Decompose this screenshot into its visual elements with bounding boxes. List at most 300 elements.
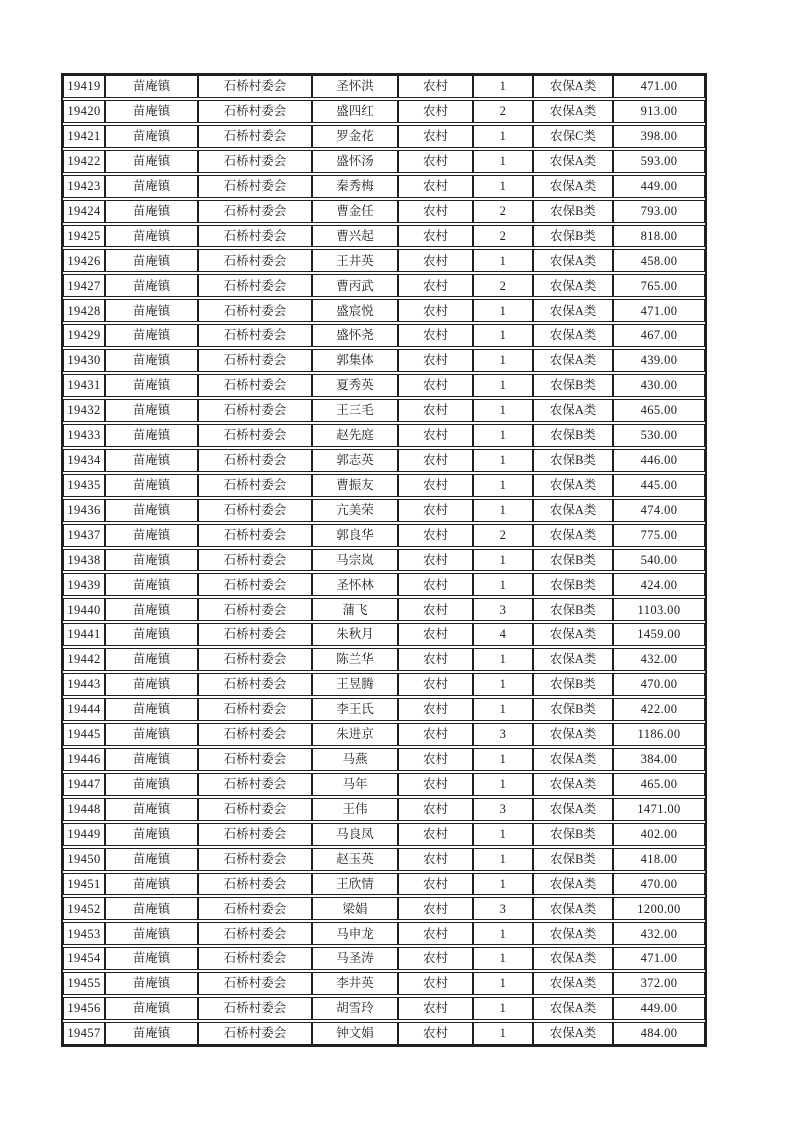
cell-person-name: 圣怀洪 bbox=[312, 75, 398, 98]
cell-record-id: 19441 bbox=[63, 623, 105, 646]
table-row bbox=[63, 374, 705, 397]
cell-person-name: 朱秋月 bbox=[312, 623, 398, 646]
cell-town: 苗庵镇 bbox=[105, 798, 198, 821]
cell-residence-type: 农村 bbox=[398, 349, 473, 372]
cell-person-count: 3 bbox=[473, 897, 533, 920]
table-row bbox=[63, 274, 705, 297]
cell-amount: 775.00 bbox=[613, 524, 705, 547]
cell-insurance-category: 农保A类 bbox=[533, 748, 613, 771]
cell-record-id: 19432 bbox=[63, 399, 105, 422]
cell-person-count: 3 bbox=[473, 798, 533, 821]
cell-person-name: 罗金花 bbox=[312, 125, 398, 148]
cell-record-id: 19447 bbox=[63, 773, 105, 796]
table-row bbox=[63, 673, 705, 696]
cell-person-count: 1 bbox=[473, 125, 533, 148]
cell-record-id: 19435 bbox=[63, 474, 105, 497]
cell-town: 苗庵镇 bbox=[105, 848, 198, 871]
cell-insurance-category: 农保A类 bbox=[533, 499, 613, 522]
cell-record-id: 19428 bbox=[63, 299, 105, 322]
cell-insurance-category: 农保A类 bbox=[533, 648, 613, 671]
cell-person-name: 圣怀林 bbox=[312, 573, 398, 596]
cell-village-committee: 石桥村委会 bbox=[198, 374, 312, 397]
cell-insurance-category: 农保B类 bbox=[533, 424, 613, 447]
cell-insurance-category: 农保A类 bbox=[533, 399, 613, 422]
cell-person-name: 马年 bbox=[312, 773, 398, 796]
cell-insurance-category: 农保A类 bbox=[533, 75, 613, 98]
cell-village-committee: 石桥村委会 bbox=[198, 125, 312, 148]
cell-village-committee: 石桥村委会 bbox=[198, 823, 312, 846]
cell-town: 苗庵镇 bbox=[105, 997, 198, 1020]
cell-record-id: 19455 bbox=[63, 972, 105, 995]
cell-insurance-category: 农保A类 bbox=[533, 349, 613, 372]
cell-village-committee: 石桥村委会 bbox=[198, 798, 312, 821]
cell-residence-type: 农村 bbox=[398, 549, 473, 572]
cell-record-id: 19438 bbox=[63, 549, 105, 572]
cell-person-name: 盛怀尧 bbox=[312, 324, 398, 347]
cell-person-count: 2 bbox=[473, 200, 533, 223]
cell-residence-type: 农村 bbox=[398, 1022, 473, 1045]
cell-village-committee: 石桥村委会 bbox=[198, 623, 312, 646]
cell-record-id: 19431 bbox=[63, 374, 105, 397]
cell-village-committee: 石桥村委会 bbox=[198, 947, 312, 970]
table-row bbox=[63, 499, 705, 522]
cell-person-name: 胡雪玲 bbox=[312, 997, 398, 1020]
table-row bbox=[63, 698, 705, 721]
cell-town: 苗庵镇 bbox=[105, 947, 198, 970]
cell-residence-type: 农村 bbox=[398, 225, 473, 248]
cell-residence-type: 农村 bbox=[398, 823, 473, 846]
cell-amount: 418.00 bbox=[613, 848, 705, 871]
cell-town: 苗庵镇 bbox=[105, 175, 198, 198]
cell-record-id: 19434 bbox=[63, 449, 105, 472]
cell-insurance-category: 农保A类 bbox=[533, 150, 613, 173]
cell-record-id: 19454 bbox=[63, 947, 105, 970]
cell-person-name: 郭良华 bbox=[312, 524, 398, 547]
cell-amount: 424.00 bbox=[613, 573, 705, 596]
cell-village-committee: 石桥村委会 bbox=[198, 848, 312, 871]
cell-residence-type: 农村 bbox=[398, 200, 473, 223]
cell-amount: 449.00 bbox=[613, 997, 705, 1020]
cell-record-id: 19424 bbox=[63, 200, 105, 223]
cell-record-id: 19444 bbox=[63, 698, 105, 721]
cell-person-name: 马燕 bbox=[312, 748, 398, 771]
table-row bbox=[63, 349, 705, 372]
cell-insurance-category: 农保A类 bbox=[533, 922, 613, 945]
cell-insurance-category: 农保A类 bbox=[533, 249, 613, 272]
cell-village-committee: 石桥村委会 bbox=[198, 424, 312, 447]
cell-town: 苗庵镇 bbox=[105, 349, 198, 372]
table-row bbox=[63, 848, 705, 871]
cell-village-committee: 石桥村委会 bbox=[198, 449, 312, 472]
cell-residence-type: 农村 bbox=[398, 748, 473, 771]
cell-amount: 470.00 bbox=[613, 873, 705, 896]
cell-insurance-category: 农保B类 bbox=[533, 598, 613, 621]
cell-residence-type: 农村 bbox=[398, 798, 473, 821]
cell-record-id: 19425 bbox=[63, 225, 105, 248]
cell-village-committee: 石桥村委会 bbox=[198, 474, 312, 497]
cell-record-id: 19452 bbox=[63, 897, 105, 920]
cell-residence-type: 农村 bbox=[398, 673, 473, 696]
cell-insurance-category: 农保A类 bbox=[533, 474, 613, 497]
table-row bbox=[63, 125, 705, 148]
cell-person-name: 马宗岚 bbox=[312, 549, 398, 572]
cell-person-name: 王伟 bbox=[312, 798, 398, 821]
cell-town: 苗庵镇 bbox=[105, 225, 198, 248]
cell-amount: 432.00 bbox=[613, 922, 705, 945]
cell-amount: 471.00 bbox=[613, 299, 705, 322]
cell-amount: 530.00 bbox=[613, 424, 705, 447]
cell-amount: 470.00 bbox=[613, 673, 705, 696]
cell-village-committee: 石桥村委会 bbox=[198, 249, 312, 272]
cell-village-committee: 石桥村委会 bbox=[198, 150, 312, 173]
cell-village-committee: 石桥村委会 bbox=[198, 225, 312, 248]
table-row bbox=[63, 922, 705, 945]
cell-village-committee: 石桥村委会 bbox=[198, 648, 312, 671]
cell-town: 苗庵镇 bbox=[105, 598, 198, 621]
cell-amount: 467.00 bbox=[613, 324, 705, 347]
cell-amount: 1200.00 bbox=[613, 897, 705, 920]
cell-amount: 484.00 bbox=[613, 1022, 705, 1045]
cell-village-committee: 石桥村委会 bbox=[198, 274, 312, 297]
cell-residence-type: 农村 bbox=[398, 100, 473, 123]
cell-record-id: 19450 bbox=[63, 848, 105, 871]
cell-amount: 471.00 bbox=[613, 75, 705, 98]
cell-residence-type: 农村 bbox=[398, 573, 473, 596]
cell-town: 苗庵镇 bbox=[105, 374, 198, 397]
cell-person-name: 郭集体 bbox=[312, 349, 398, 372]
cell-person-name: 秦秀梅 bbox=[312, 175, 398, 198]
cell-insurance-category: 农保B类 bbox=[533, 374, 613, 397]
cell-person-name: 蒲飞 bbox=[312, 598, 398, 621]
cell-town: 苗庵镇 bbox=[105, 648, 198, 671]
cell-insurance-category: 农保A类 bbox=[533, 972, 613, 995]
cell-town: 苗庵镇 bbox=[105, 399, 198, 422]
cell-residence-type: 农村 bbox=[398, 648, 473, 671]
cell-amount: 593.00 bbox=[613, 150, 705, 173]
cell-person-count: 1 bbox=[473, 648, 533, 671]
cell-insurance-category: 农保B类 bbox=[533, 449, 613, 472]
cell-residence-type: 农村 bbox=[398, 499, 473, 522]
cell-person-name: 盛怀汤 bbox=[312, 150, 398, 173]
cell-person-count: 1 bbox=[473, 150, 533, 173]
cell-town: 苗庵镇 bbox=[105, 623, 198, 646]
cell-person-name: 盛宸悦 bbox=[312, 299, 398, 322]
cell-residence-type: 农村 bbox=[398, 524, 473, 547]
cell-record-id: 19453 bbox=[63, 922, 105, 945]
cell-insurance-category: 农保B类 bbox=[533, 225, 613, 248]
table-row bbox=[63, 997, 705, 1020]
cell-person-count: 2 bbox=[473, 524, 533, 547]
table-row bbox=[63, 972, 705, 995]
cell-residence-type: 农村 bbox=[398, 997, 473, 1020]
cell-town: 苗庵镇 bbox=[105, 549, 198, 572]
cell-village-committee: 石桥村委会 bbox=[198, 175, 312, 198]
cell-person-count: 1 bbox=[473, 823, 533, 846]
cell-person-count: 1 bbox=[473, 399, 533, 422]
cell-village-committee: 石桥村委会 bbox=[198, 748, 312, 771]
cell-person-count: 1 bbox=[473, 324, 533, 347]
cell-record-id: 19436 bbox=[63, 499, 105, 522]
cell-record-id: 19421 bbox=[63, 125, 105, 148]
cell-residence-type: 农村 bbox=[398, 449, 473, 472]
cell-insurance-category: 农保A类 bbox=[533, 773, 613, 796]
cell-residence-type: 农村 bbox=[398, 399, 473, 422]
cell-insurance-category: 农保A类 bbox=[533, 100, 613, 123]
cell-person-name: 盛四红 bbox=[312, 100, 398, 123]
cell-person-count: 1 bbox=[473, 249, 533, 272]
cell-village-committee: 石桥村委会 bbox=[198, 75, 312, 98]
cell-village-committee: 石桥村委会 bbox=[198, 349, 312, 372]
cell-amount: 446.00 bbox=[613, 449, 705, 472]
table-row bbox=[63, 798, 705, 821]
cell-record-id: 19446 bbox=[63, 748, 105, 771]
cell-person-count: 1 bbox=[473, 972, 533, 995]
cell-person-count: 1 bbox=[473, 449, 533, 472]
cell-amount: 422.00 bbox=[613, 698, 705, 721]
cell-village-committee: 石桥村委会 bbox=[198, 399, 312, 422]
cell-person-count: 1 bbox=[473, 549, 533, 572]
cell-insurance-category: 农保B类 bbox=[533, 848, 613, 871]
table-row bbox=[63, 100, 705, 123]
cell-person-name: 王昱腾 bbox=[312, 673, 398, 696]
cell-amount: 471.00 bbox=[613, 947, 705, 970]
cell-town: 苗庵镇 bbox=[105, 673, 198, 696]
cell-person-count: 1 bbox=[473, 175, 533, 198]
cell-residence-type: 农村 bbox=[398, 299, 473, 322]
cell-person-name: 夏秀英 bbox=[312, 374, 398, 397]
cell-person-name: 陈兰华 bbox=[312, 648, 398, 671]
cell-residence-type: 农村 bbox=[398, 598, 473, 621]
cell-town: 苗庵镇 bbox=[105, 424, 198, 447]
cell-person-name: 马良凤 bbox=[312, 823, 398, 846]
cell-insurance-category: 农保B类 bbox=[533, 573, 613, 596]
table-row bbox=[63, 399, 705, 422]
pension-roster-table bbox=[61, 73, 707, 1047]
table-row bbox=[63, 524, 705, 547]
cell-insurance-category: 农保B类 bbox=[533, 823, 613, 846]
cell-amount: 430.00 bbox=[613, 374, 705, 397]
cell-amount: 384.00 bbox=[613, 748, 705, 771]
cell-insurance-category: 农保B类 bbox=[533, 673, 613, 696]
cell-amount: 465.00 bbox=[613, 773, 705, 796]
cell-insurance-category: 农保A类 bbox=[533, 798, 613, 821]
cell-village-committee: 石桥村委会 bbox=[198, 598, 312, 621]
cell-town: 苗庵镇 bbox=[105, 324, 198, 347]
cell-residence-type: 农村 bbox=[398, 249, 473, 272]
cell-town: 苗庵镇 bbox=[105, 100, 198, 123]
cell-person-name: 曹振友 bbox=[312, 474, 398, 497]
cell-residence-type: 农村 bbox=[398, 125, 473, 148]
cell-town: 苗庵镇 bbox=[105, 823, 198, 846]
cell-person-count: 1 bbox=[473, 374, 533, 397]
cell-person-count: 1 bbox=[473, 748, 533, 771]
cell-town: 苗庵镇 bbox=[105, 873, 198, 896]
cell-person-count: 3 bbox=[473, 598, 533, 621]
cell-person-name: 赵玉英 bbox=[312, 848, 398, 871]
cell-amount: 1459.00 bbox=[613, 623, 705, 646]
cell-record-id: 19429 bbox=[63, 324, 105, 347]
cell-town: 苗庵镇 bbox=[105, 299, 198, 322]
cell-amount: 793.00 bbox=[613, 200, 705, 223]
cell-village-committee: 石桥村委会 bbox=[198, 972, 312, 995]
table-row bbox=[63, 648, 705, 671]
cell-residence-type: 农村 bbox=[398, 723, 473, 746]
cell-residence-type: 农村 bbox=[398, 873, 473, 896]
table-row bbox=[63, 897, 705, 920]
cell-town: 苗庵镇 bbox=[105, 972, 198, 995]
cell-insurance-category: 农保A类 bbox=[533, 299, 613, 322]
cell-record-id: 19430 bbox=[63, 349, 105, 372]
cell-insurance-category: 农保A类 bbox=[533, 947, 613, 970]
cell-person-count: 2 bbox=[473, 225, 533, 248]
cell-village-committee: 石桥村委会 bbox=[198, 897, 312, 920]
cell-amount: 1103.00 bbox=[613, 598, 705, 621]
cell-person-count: 2 bbox=[473, 100, 533, 123]
cell-amount: 474.00 bbox=[613, 499, 705, 522]
table-row bbox=[63, 474, 705, 497]
cell-record-id: 19437 bbox=[63, 524, 105, 547]
cell-amount: 398.00 bbox=[613, 125, 705, 148]
cell-town: 苗庵镇 bbox=[105, 922, 198, 945]
cell-record-id: 19422 bbox=[63, 150, 105, 173]
cell-insurance-category: 农保B类 bbox=[533, 200, 613, 223]
cell-amount: 439.00 bbox=[613, 349, 705, 372]
cell-record-id: 19457 bbox=[63, 1022, 105, 1045]
cell-amount: 449.00 bbox=[613, 175, 705, 198]
cell-record-id: 19442 bbox=[63, 648, 105, 671]
cell-person-name: 马申龙 bbox=[312, 922, 398, 945]
cell-town: 苗庵镇 bbox=[105, 449, 198, 472]
cell-town: 苗庵镇 bbox=[105, 748, 198, 771]
cell-person-count: 3 bbox=[473, 723, 533, 746]
cell-person-count: 2 bbox=[473, 274, 533, 297]
cell-person-count: 1 bbox=[473, 873, 533, 896]
cell-person-name: 李井英 bbox=[312, 972, 398, 995]
cell-residence-type: 农村 bbox=[398, 324, 473, 347]
cell-amount: 765.00 bbox=[613, 274, 705, 297]
cell-town: 苗庵镇 bbox=[105, 474, 198, 497]
cell-village-committee: 石桥村委会 bbox=[198, 873, 312, 896]
cell-person-count: 1 bbox=[473, 848, 533, 871]
cell-town: 苗庵镇 bbox=[105, 150, 198, 173]
cell-insurance-category: 农保A类 bbox=[533, 873, 613, 896]
cell-person-count: 1 bbox=[473, 349, 533, 372]
cell-town: 苗庵镇 bbox=[105, 524, 198, 547]
table-row bbox=[63, 723, 705, 746]
cell-person-name: 朱进京 bbox=[312, 723, 398, 746]
cell-village-committee: 石桥村委会 bbox=[198, 499, 312, 522]
table-row bbox=[63, 249, 705, 272]
cell-village-committee: 石桥村委会 bbox=[198, 324, 312, 347]
cell-person-name: 王欣情 bbox=[312, 873, 398, 896]
table-row bbox=[63, 623, 705, 646]
cell-residence-type: 农村 bbox=[398, 175, 473, 198]
cell-town: 苗庵镇 bbox=[105, 573, 198, 596]
cell-amount: 458.00 bbox=[613, 249, 705, 272]
cell-amount: 445.00 bbox=[613, 474, 705, 497]
cell-amount: 402.00 bbox=[613, 823, 705, 846]
table-row bbox=[63, 200, 705, 223]
cell-record-id: 19443 bbox=[63, 673, 105, 696]
cell-residence-type: 农村 bbox=[398, 75, 473, 98]
cell-record-id: 19433 bbox=[63, 424, 105, 447]
cell-person-name: 钟文娟 bbox=[312, 1022, 398, 1045]
cell-person-count: 1 bbox=[473, 474, 533, 497]
table-row bbox=[63, 449, 705, 472]
table-row bbox=[63, 75, 705, 98]
cell-record-id: 19448 bbox=[63, 798, 105, 821]
cell-person-name: 郭志英 bbox=[312, 449, 398, 472]
cell-amount: 465.00 bbox=[613, 399, 705, 422]
cell-village-committee: 石桥村委会 bbox=[198, 1022, 312, 1045]
cell-residence-type: 农村 bbox=[398, 947, 473, 970]
cell-amount: 818.00 bbox=[613, 225, 705, 248]
cell-person-count: 1 bbox=[473, 922, 533, 945]
cell-insurance-category: 农保C类 bbox=[533, 125, 613, 148]
cell-person-count: 1 bbox=[473, 1022, 533, 1045]
cell-record-id: 19451 bbox=[63, 873, 105, 896]
cell-person-name: 梁娟 bbox=[312, 897, 398, 920]
table-row bbox=[63, 748, 705, 771]
cell-village-committee: 石桥村委会 bbox=[198, 773, 312, 796]
cell-person-count: 1 bbox=[473, 698, 533, 721]
cell-insurance-category: 农保A类 bbox=[533, 175, 613, 198]
table-row bbox=[63, 175, 705, 198]
cell-person-name: 曹兴起 bbox=[312, 225, 398, 248]
table-row bbox=[63, 823, 705, 846]
cell-person-name: 李王氏 bbox=[312, 698, 398, 721]
cell-town: 苗庵镇 bbox=[105, 249, 198, 272]
cell-person-count: 1 bbox=[473, 424, 533, 447]
cell-person-name: 曹丙武 bbox=[312, 274, 398, 297]
cell-residence-type: 农村 bbox=[398, 897, 473, 920]
cell-person-name: 亢美荣 bbox=[312, 499, 398, 522]
table-row bbox=[63, 873, 705, 896]
cell-amount: 372.00 bbox=[613, 972, 705, 995]
cell-village-committee: 石桥村委会 bbox=[198, 922, 312, 945]
table-row bbox=[63, 1022, 705, 1045]
cell-record-id: 19449 bbox=[63, 823, 105, 846]
cell-village-committee: 石桥村委会 bbox=[198, 100, 312, 123]
cell-village-committee: 石桥村委会 bbox=[198, 200, 312, 223]
cell-record-id: 19445 bbox=[63, 723, 105, 746]
cell-person-count: 1 bbox=[473, 75, 533, 98]
cell-person-count: 1 bbox=[473, 573, 533, 596]
cell-record-id: 19423 bbox=[63, 175, 105, 198]
cell-residence-type: 农村 bbox=[398, 922, 473, 945]
cell-person-count: 1 bbox=[473, 499, 533, 522]
cell-village-committee: 石桥村委会 bbox=[198, 997, 312, 1020]
cell-town: 苗庵镇 bbox=[105, 723, 198, 746]
cell-person-count: 4 bbox=[473, 623, 533, 646]
cell-insurance-category: 农保A类 bbox=[533, 623, 613, 646]
cell-person-count: 1 bbox=[473, 773, 533, 796]
cell-insurance-category: 农保A类 bbox=[533, 524, 613, 547]
cell-town: 苗庵镇 bbox=[105, 897, 198, 920]
cell-residence-type: 农村 bbox=[398, 274, 473, 297]
table-row bbox=[63, 573, 705, 596]
cell-village-committee: 石桥村委会 bbox=[198, 573, 312, 596]
table-row bbox=[63, 424, 705, 447]
cell-insurance-category: 农保A类 bbox=[533, 324, 613, 347]
cell-amount: 1186.00 bbox=[613, 723, 705, 746]
cell-record-id: 19426 bbox=[63, 249, 105, 272]
cell-village-committee: 石桥村委会 bbox=[198, 299, 312, 322]
table-row bbox=[63, 773, 705, 796]
cell-town: 苗庵镇 bbox=[105, 1022, 198, 1045]
cell-record-id: 19439 bbox=[63, 573, 105, 596]
cell-residence-type: 农村 bbox=[398, 424, 473, 447]
